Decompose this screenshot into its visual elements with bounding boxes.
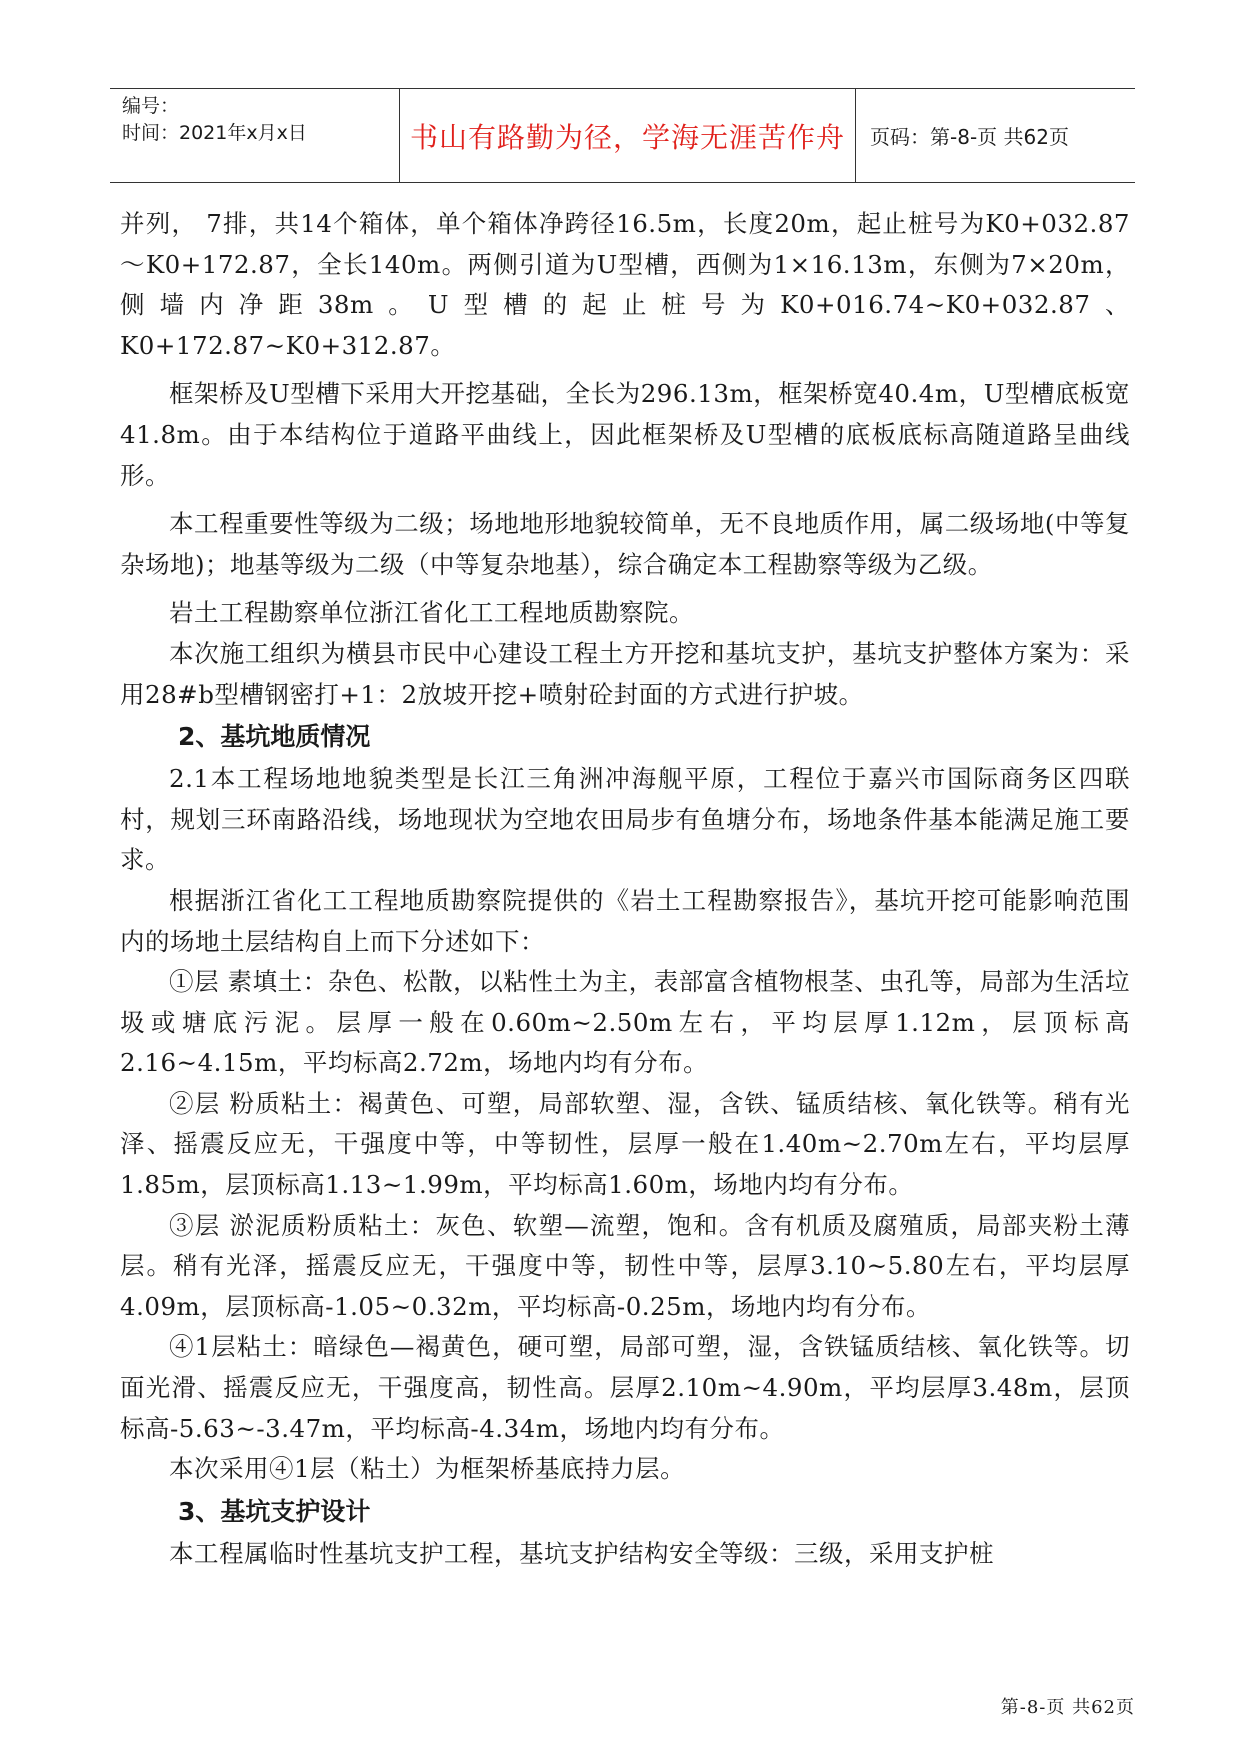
serial-number-label: 编号： [122, 95, 180, 117]
page-header [110, 88, 1135, 183]
paragraph: 框架桥及U型槽下采用大开挖基础，全长为296.13m，框架桥宽40.4m，U型槽底板宽41.8m。由于本结构位于道路平曲线上，因此框架桥及U型槽的底板底标高随道路呈曲线形。 [120, 379, 1130, 490]
paragraph: 本次施工组织为横县市民中心建设工程土方开挖和基坑支护，基坑支护整体方案为：采用28#b型槽钢密打+1：2放坡开挖+喷射砼封面的方式进行护坡。 [120, 638, 1130, 709]
paragraph: ①层 素填土：杂色、松散，以粘性土为主，表部富含植物根茎、虫孔等，局部为生活垃圾或塘底污泥。层厚一般在0.60m~2.50m左右，平均层厚1.12m，层顶标高2.16~4.15m，平均标高2.72m，场地内均有分布。 [120, 967, 1130, 1078]
paragraph: ③层 淤泥质粉质粘土：灰色、软塑—流塑，饱和。含有机质及腐殖质，局部夹粉土薄层。稍有光泽，摇震反应无，干强度中等，韧性中等，层厚3.10~5.80左右，平均层厚4.09m，层顶标高-1.05~0.32m，平均标高-0.25m，场地内均有分布。 [120, 1210, 1130, 1321]
page-footer: 第-8-页 共62页 [1000, 1697, 1135, 1718]
paragraph: ④1层粘土：暗绿色—褐黄色，硬可塑，局部可塑，湿，含铁锰质结核、氧化铁等。切面光滑、摇震反应无，干强度高，韧性高。层厚2.10m~4.90m，平均层厚3.48m，层顶标高-5.63~-3.47m，平均标高-4.34m，场地内均有分布。 [120, 1332, 1130, 1443]
paragraph: 本工程重要性等级为二级；场地地形地貌较简单，无不良地质作用，属二级场地(中等复杂场地)；地基等级为二级（中等复杂地基），综合确定本工程勘察等级为乙级。 [120, 509, 1130, 579]
paragraph: 并列， 7排，共14个箱体，单个箱体净跨径16.5m，长度20m，起止桩号为K0+032.87～K0+172.87，全长140m。两侧引道为U型槽，西侧为1×16.13m，东侧为7×20m，侧墙内净距38m。U型槽的起止桩号为K0+016.74~K0+032.87、K0+172.87~K0+312.87。 [120, 209, 1130, 360]
paragraph: 根据浙江省化工工程地质勘察院提供的《岩土工程勘察报告》，基坑开挖可能影响范围内的场地土层结构自上而下分述如下： [120, 885, 1130, 956]
section-heading: 3、基坑支护设计 [178, 1496, 371, 1526]
date-label: 时间：2021年x月x日 [122, 122, 307, 144]
section-heading: 2、基坑地质情况 [178, 722, 371, 752]
header-page-number: 页码：第-8-页 共62页 [870, 125, 1069, 149]
header-info-cell [110, 89, 400, 182]
paragraph: 岩土工程勘察单位浙江省化工工程地质勘察院。 [169, 598, 694, 628]
paragraph: ②层 粉质粘土：褐黄色、可塑，局部软塑、湿，含铁、锰质结核、氧化铁等。稍有光泽、摇震反应无，干强度中等，中等韧性，层厚一般在1.40m~2.70m左右，平均层厚1.85m，层顶标高1.13~1.99m，平均标高1.60m，场地内均有分布。 [120, 1088, 1130, 1200]
document-body [120, 204, 1130, 1574]
paragraph: 本工程属临时性基坑支护工程，基坑支护结构安全等级：三级，采用支护桩 [169, 1538, 994, 1568]
paragraph: 2.1本工程场地地貌类型是长江三角洲冲海舰平原，工程位于嘉兴市国际商务区四联村，规划三环南路沿线，场地现状为空地农田局步有鱼塘分布，场地条件基本能满足施工要求。 [120, 764, 1130, 875]
header-motto: 书山有路勤为径，学海无涯苦作舟 [400, 89, 856, 182]
paragraph: 本次采用④1层（粘土）为框架桥基底持力层。 [169, 1454, 686, 1484]
